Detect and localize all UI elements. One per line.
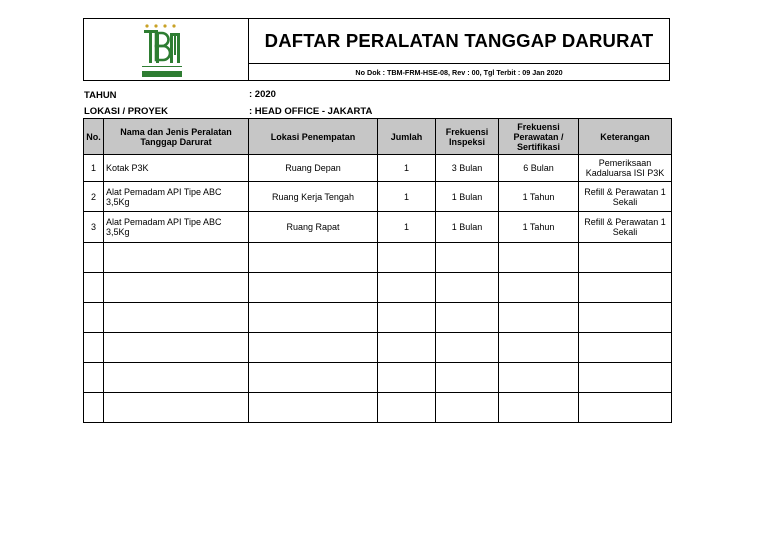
cell-quantity: 1 (378, 155, 436, 182)
cell-maintenance: 6 Bulan (499, 155, 579, 182)
cell-location: Ruang Depan (249, 155, 378, 182)
cell-maintenance: 1 Tahun (499, 182, 579, 212)
column-header-inspection-frequency: Frekuensi Inspeksi (436, 119, 499, 155)
cell-inspection: 1 Bulan (436, 212, 499, 243)
empty-table-row (84, 393, 672, 423)
cell-inspection: 1 Bulan (436, 182, 499, 212)
cell-remarks: Refill & Perawatan 1 Sekali (579, 212, 672, 243)
document-header (83, 18, 670, 81)
empty-table-row (84, 303, 672, 333)
title-cell (249, 19, 669, 64)
page-title: DAFTAR PERALATAN TANGGAP DARURAT (264, 30, 654, 51)
location-label: LOKASI / PROYEK (84, 106, 168, 117)
equipment-table (83, 118, 672, 423)
table-row (84, 212, 672, 243)
column-header-maintenance-frequency: Frekuensi Perawatan / Sertifikasi (499, 119, 579, 155)
column-header-location: Lokasi Penempatan (249, 119, 378, 155)
cell-remarks: Refill & Perawatan 1 Sekali (579, 182, 672, 212)
table-header-row (84, 119, 672, 155)
cell-inspection: 3 Bulan (436, 155, 499, 182)
cell-quantity: 1 (378, 182, 436, 212)
cell-no: 3 (84, 212, 104, 243)
cell-equipment: Kotak P3K (104, 155, 249, 182)
location-value: : HEAD OFFICE - JAKARTA (249, 106, 373, 117)
column-header-remarks: Keterangan (579, 119, 672, 155)
cell-equipment: Alat Pemadam API Tipe ABC 3,5Kg (104, 212, 249, 243)
table-row (84, 155, 672, 182)
empty-table-row (84, 273, 672, 303)
company-logo (84, 19, 249, 80)
cell-location: Ruang Kerja Tengah (249, 182, 378, 212)
column-header-equipment: Nama dan Jenis Peralatan Tanggap Darurat (104, 119, 249, 155)
cell-remarks: Pemeriksaan Kadaluarsa ISI P3K (579, 155, 672, 182)
column-header-quantity: Jumlah (378, 119, 436, 155)
document-number: No Dok : TBM-FRM-HSE-08, Rev : 00, Tgl Terbit : 09 Jan 2020 (355, 67, 563, 77)
year-value: : 2020 (249, 89, 276, 100)
logo-cell (84, 19, 249, 80)
empty-table-row (84, 243, 672, 273)
empty-table-row (84, 363, 672, 393)
year-label: TAHUN (84, 90, 117, 101)
table-row (84, 182, 672, 212)
cell-no: 1 (84, 155, 104, 182)
cell-maintenance: 1 Tahun (499, 212, 579, 243)
cell-quantity: 1 (378, 212, 436, 243)
cell-equipment: Alat Pemadam API Tipe ABC 3,5Kg (104, 182, 249, 212)
column-header-no: No. (84, 119, 104, 155)
cell-no: 2 (84, 182, 104, 212)
cell-location: Ruang Rapat (249, 212, 378, 243)
empty-table-row (84, 333, 672, 363)
